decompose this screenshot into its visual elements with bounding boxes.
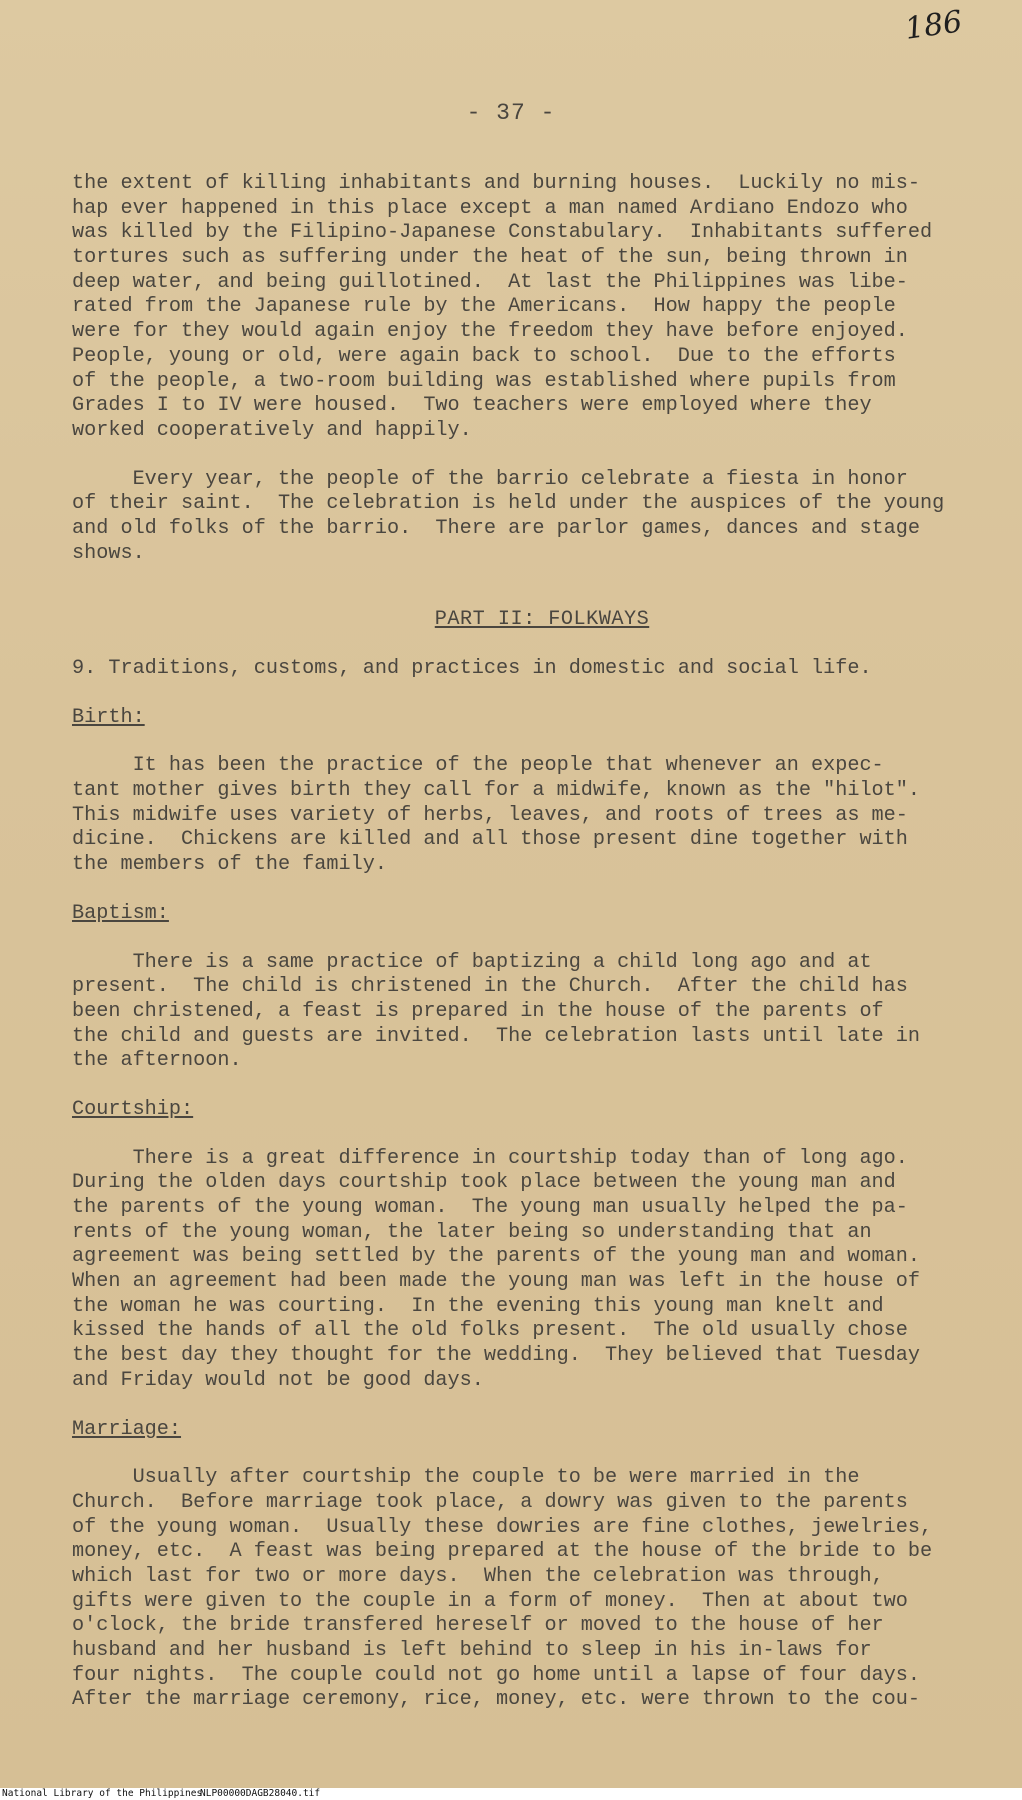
text-line: Grades I to IV were housed. Two teachers were employed where they <box>72 394 872 418</box>
section-block <box>72 902 972 1098</box>
text-line: agreement was being settled by the parents of the young man and woman. <box>72 1245 921 1269</box>
text-line: kissed the hands of all the old folks present. The old usually chose <box>72 1319 908 1343</box>
text-line: hap ever happened in this place except a man named Ardiano Endozo who <box>72 196 908 220</box>
text-line: the extent of killing inhabitants and burning houses. Luckily no mis- <box>72 172 921 195</box>
text-line: the woman he was courting. In the evening this young man knelt and <box>72 1294 884 1318</box>
text-line: husband and her husband is left behind to sleep in his in-laws for <box>72 1639 872 1662</box>
text-line: During the olden days courtship took place between the young man and <box>72 1171 896 1195</box>
section-title: Baptism: <box>72 901 169 925</box>
footer-library: National Library of the Philippines <box>2 1788 203 1799</box>
section-title: Marriage: <box>72 1417 182 1441</box>
text-line: four nights. The couple could not go home until a lapse of four days. <box>72 1663 921 1687</box>
text-line: deep water, and being guillotined. At last the Philippines was libe- <box>72 270 908 294</box>
text-line: money, etc. A feast was being prepared at the house of the bride to be <box>72 1540 933 1564</box>
text-line: of their saint. The celebration is held under the auspices of the young <box>72 492 945 516</box>
scan-footer <box>0 1788 1022 1800</box>
text-line: which last for two or more days. When the celebration was through, <box>72 1564 884 1588</box>
text-line: Church. Before marriage took place, a dowry was given to the parents <box>72 1490 908 1514</box>
sections-container <box>72 706 972 1713</box>
section-heading: 9. Traditions, customs, and practices in domestic and social life. <box>72 657 872 680</box>
text-line: There is a great difference in courtship today than of long ago. <box>72 1146 908 1170</box>
text-line: the members of the family. <box>72 853 387 877</box>
text-line: rents of the young woman, the later being so understanding that an <box>72 1220 872 1244</box>
text-line: Every year, the people of the barrio celebrate a fiesta in honor <box>72 467 908 491</box>
text-line: were for they would again enjoy the freedom they have before enjoyed. <box>72 320 908 344</box>
text-line: gifts were given to the couple in a form of money. Then at about two <box>72 1589 908 1613</box>
text-line: o'clock, the bride transfered hereself or moved to the house of her <box>72 1614 884 1638</box>
paragraph-fiesta <box>72 468 972 567</box>
text-line: shows. <box>72 541 145 565</box>
text-line: It has been the practice of the people that whenever an expec- <box>72 754 884 778</box>
document-body <box>72 172 972 1713</box>
text-line: This midwife uses variety of herbs, leaves, and roots of trees as me- <box>72 803 908 827</box>
text-line: the child and guests are invited. The celebration lasts until late in <box>72 1024 921 1048</box>
text-line: the parents of the young woman. The young man usually helped the pa- <box>72 1196 908 1219</box>
text-line: present. The child is christened in the Church. After the child has <box>72 975 908 999</box>
text-line: People, young or old, were again back to school. Due to the efforts <box>72 344 896 368</box>
text-line: After the marriage ceremony, rice, money, etc. were thrown to the cou- <box>72 1688 921 1712</box>
text-line: and Friday would not be good days. <box>72 1368 484 1392</box>
handwritten-page-number: 186 <box>902 4 965 47</box>
section-title: Birth: <box>72 705 145 729</box>
section-title: Courtship: <box>72 1097 194 1121</box>
text-line: When an agreement had been made the young man was left in the house of <box>72 1270 921 1294</box>
text-line: dicine. Chickens are killed and all those present dine together with <box>72 828 908 852</box>
text-line: the afternoon. <box>72 1049 242 1073</box>
text-line: tant mother gives birth they call for a midwife, known as the "hilot". <box>72 779 921 803</box>
text-line: was killed by the Filipino-Japanese Constabulary. Inhabitants suffered <box>72 221 933 245</box>
text-line: tortures such as suffering under the heat of the sun, being thrown in <box>72 246 908 270</box>
part-heading: PART II: FOLKWAYS <box>434 608 650 632</box>
text-line: been christened, a feast is prepared in the house of the parents of <box>72 999 884 1023</box>
text-line: and old folks of the barrio. There are parlor games, dances and stage <box>72 516 921 540</box>
section-block <box>72 1418 972 1714</box>
text-line: There is a same practice of baptizing a child long ago and at <box>72 950 872 974</box>
text-line: rated from the Japanese rule by the Americans. How happy the people <box>72 295 896 319</box>
section-block <box>72 1098 972 1418</box>
text-line: of the people, a two-room building was established where pupils from <box>72 369 896 393</box>
text-line: the best day they thought for the wedding. They believed that Tuesday <box>72 1344 921 1368</box>
text-line: of the young woman. Usually these dowries are fine clothes, jewelries, <box>72 1515 933 1539</box>
text-line: Usually after courtship the couple to be were married in the <box>72 1466 860 1490</box>
footer-file: NLP00000DAGB28040.tif <box>200 1788 321 1799</box>
page-number: - 37 - <box>466 100 556 126</box>
section-block <box>72 706 972 902</box>
text-line: worked cooperatively and happily. <box>72 418 472 442</box>
paragraph-war-liberation <box>72 172 972 444</box>
